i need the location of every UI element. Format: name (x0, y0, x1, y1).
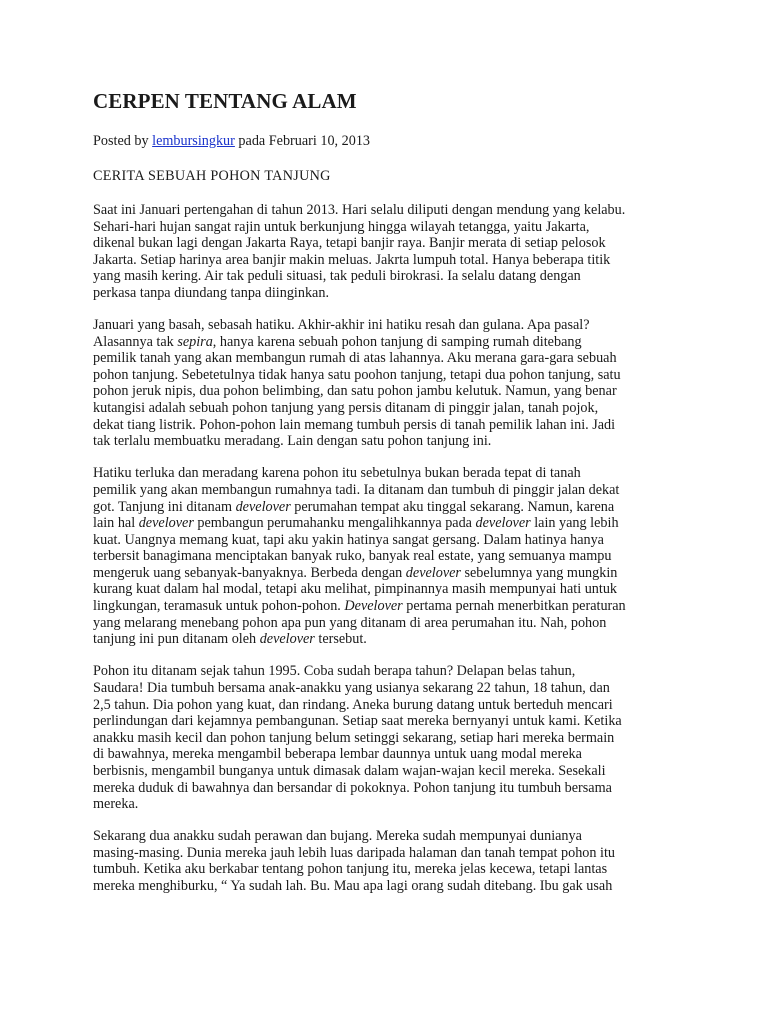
text-line: Sekarang dua anakku sudah perawan dan bujang. Mereka sudah mempunyai dunianya (93, 828, 582, 845)
text-line: anakku masih kecil dan pohon tanjung belum setinggi sekarang, setiap hari mereka bermain (93, 729, 615, 746)
text-line: lain hal develover pembangun perumahanku mengalihkannya pada develover lain yang lebih (93, 515, 619, 532)
text-line: mereka duduk di bawahnya dan bersandar di pokoknya. Pohon tanjung itu tumbuh bersama (93, 779, 612, 796)
paragraph (93, 202, 683, 302)
text-line: Alasannya tak sepira, hanya karena sebuah pohon tanjung di samping rumah ditebang (93, 333, 582, 350)
text-line: tumbuh. Ketika aku berkabar tentang pohon tanjung itu, mereka jelas kecewa, tetapi lantas (93, 861, 608, 878)
text-line: masing-masing. Dunia mereka jauh lebih luas daripada halaman dan tanah tempat pohon itu (93, 844, 616, 861)
text-line: Januari yang basah, sebasah hatiku. Akhir-akhir ini hatiku resah dan gulana. Apa pasal? (93, 317, 590, 334)
text-line: kuat. Uangnya memang kuat, tapi aku yakin hatinya sangat gersang. Dalam hatinya hanya (93, 531, 604, 548)
text-line: pohon jeruk nipis, dua pohon belimbing, dan satu pohon jambu kelutuk. Namun, yang benar (93, 383, 617, 400)
post-meta (93, 132, 683, 150)
author-link[interactable]: lembursingkur (152, 133, 235, 149)
text-line: di bawahnya, mereka mengambil beberapa lembar daunnya untuk uang modal mereka (93, 746, 582, 763)
text-line: pemilik yang akan membangun rumahnya tadi. Ia ditanam dan tumbuh di pinggir jalan dekat (93, 481, 620, 498)
text-line: perkasa tanpa diundang tanpa diinginkan. (93, 284, 329, 301)
document-page (93, 88, 683, 910)
text-line: dikenal bukan lagi dengan Jakarta Raya, tetapi banjir raya. Banjir merata di setiap pelosok (93, 235, 606, 252)
text-line: kurang kuat dalam hal modal, tetapi aku melihat, pimpinannya masih mempunyai hati untuk (93, 581, 618, 598)
page-title: CERPEN TENTANG ALAM (93, 89, 357, 113)
text-line: Pohon itu ditanam sejak tahun 1995. Coba sudah berapa tahun? Delapan belas tahun, (93, 663, 576, 680)
text-line: got. Tanjung ini ditanam develover perumahan tempat aku tinggal sekarang. Namun, karena (93, 498, 615, 515)
text-line: Saudara! Dia tumbuh bersama anak-anakku yang usianya sekarang 22 tahun, 18 tahun, dan (93, 679, 610, 696)
text-line: mereka. (93, 796, 139, 813)
story-subtitle: CERITA SEBUAH POHON TANJUNG (93, 168, 331, 184)
paragraph (93, 465, 683, 648)
text-line: yang masih kering. Air tak peduli situasi, tak peduli birokrasi. Ia selalu datang dengan (93, 268, 581, 285)
text-line: mereka menghiburku, “ Ya sudah lah. Bu. Mau apa lagi orang sudah ditebang. Ibu gak usah (93, 877, 613, 894)
text-line: terbersit banagimana menciptakan banyak ruko, banyak real estate, yang semuanya mampu (93, 548, 612, 565)
text-line: Saat ini Januari pertengahan di tahun 2013. Hari selalu diliputi dengan mendung yang kelabu. (93, 202, 626, 218)
paragraph (93, 828, 683, 894)
text-line: Jakarta. Setiap harinya area banjir makin meluas. Jakrta lumpuh total. Hanya beberapa titik (93, 251, 611, 268)
text-line: Hatiku terluka dan meradang karena pohon itu sebetulnya bukan berada tepat di tanah (93, 465, 581, 482)
text-line: berbisnis, mengambil bunganya untuk dimasak dalam wajan-wajan kecil mereka. Sesekali (93, 762, 606, 779)
text-line: mengeruk uang sebanyak-banyaknya. Berbeda dengan develover sebelumnya yang mungkin (93, 564, 618, 581)
paragraph (93, 663, 683, 812)
text-line: 2,5 tahun. Dia pohon yang kuat, dan rindang. Aneka burung datang untuk berteduh mencari (93, 696, 613, 713)
text-line: lingkungan, teramasuk untuk pohon-pohon. Develover pertama pernah menerbitkan peraturan (93, 598, 626, 615)
text-line: pohon tanjung. Sebetetulnya tidak hanya satu poohon tanjung, tetapi dua pohon tanjung, satu (93, 366, 621, 383)
text-line: pemilik tanah yang akan membangun rumah di atas lahannya. Aku merana gara-gara sebuah (93, 350, 617, 367)
text-line: yang melarang menebang pohon apa pun yang ditanam di area perumahan itu. Nah, pohon (93, 614, 607, 631)
paragraph (93, 317, 683, 450)
text-line: dekat tiang listrik. Pohon-pohon lain memang tumbuh persis di tanah pemilik lahan ini. Jadi (93, 416, 616, 433)
posted-by-label: Posted by (93, 133, 153, 149)
text-line: tanjung ini pun ditanam oleh develover tersebut. (93, 631, 367, 648)
text-line: Sehari-hari hujan sangat rajin untuk berkunjung hingga wilayah tetangga, yaitu Jakarta, (93, 218, 590, 235)
text-line: perlindungan dari kejamnya pembangunan. Setiap saat mereka bernyanyi untuk kami. Ketika (93, 713, 622, 730)
article-body (93, 202, 683, 895)
post-date: pada Februari 10, 2013 (234, 133, 371, 149)
text-line: kutangisi adalah sebuah pohon tanjung yang persis ditanam di pinggir jalan, tanah pojok, (93, 400, 599, 417)
text-line: tak terlalu membuatku meradang. Lain dengan satu pohon tanjung ini. (93, 433, 492, 450)
